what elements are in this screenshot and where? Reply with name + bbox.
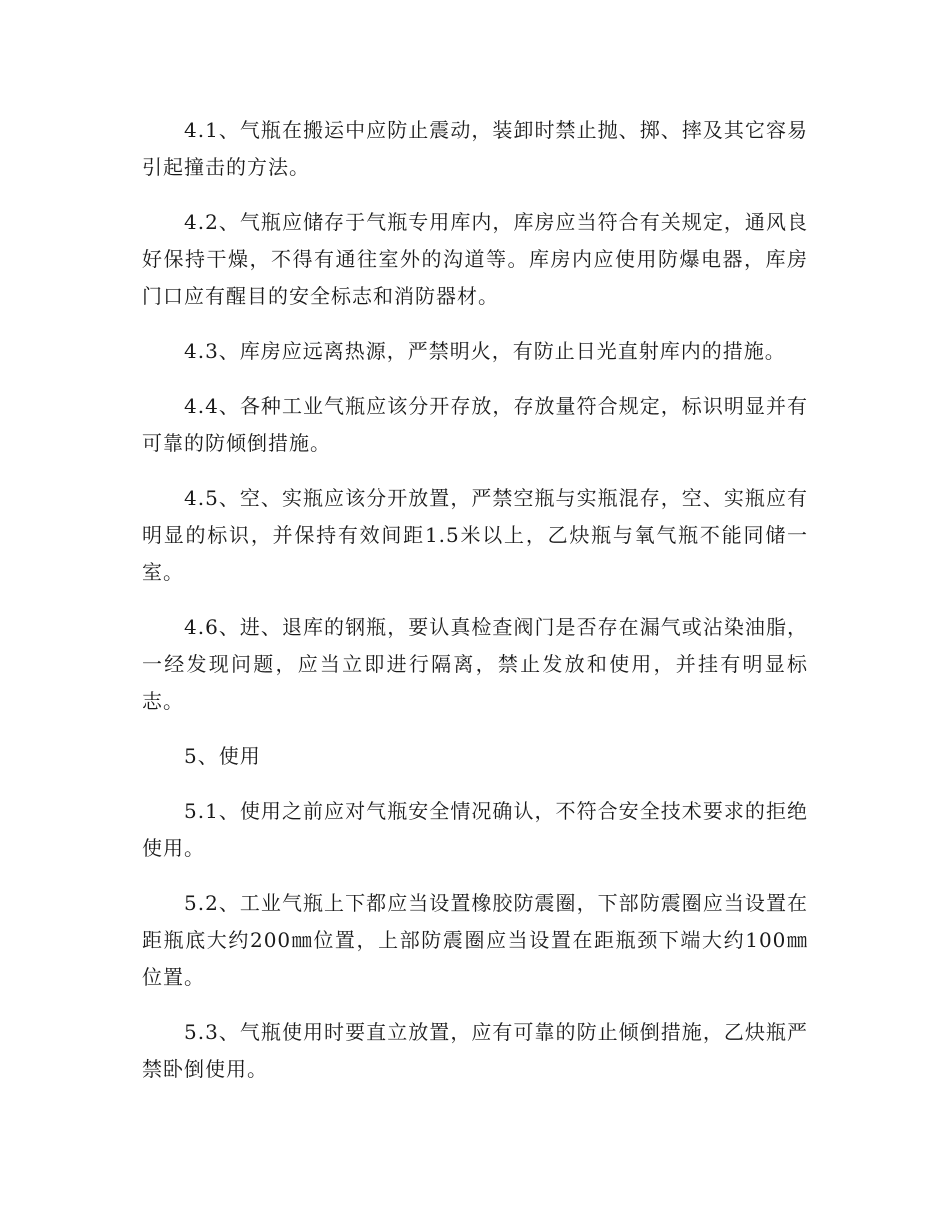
paragraph-5-3: 5.3、气瓶使用时要直立放置，应有可靠的防止倾倒措施，乙炔瓶严禁卧倒使用。 xyxy=(142,1020,808,1081)
section-heading-5: 5、使用 xyxy=(184,744,261,768)
document-body xyxy=(142,112,808,1106)
paragraph-4-3: 4.3、库房应远离热源，严禁明火，有防止日光直射库内的措施。 xyxy=(184,339,786,363)
paragraph-4-1: 4.1、气瓶在搬运中应防止震动，装卸时禁止抛、掷、摔及其它容易引起撞击的方法。 xyxy=(142,118,808,179)
paragraph-4-2: 4.2、气瓶应储存于气瓶专用库内，库房应当符合有关规定，通风良好保持干燥，不得有通往室外的沟道等。库房内应使用防爆电器，库房门口应有醒目的安全标志和消防器材。 xyxy=(142,210,808,308)
paragraph-4-6: 4.6、进、退库的钢瓶，要认真检查阀门是否存在漏气或沾染油脂，一经发现问题，应当立即进行隔离，禁止发放和使用，并挂有明显标志。 xyxy=(142,615,808,713)
paragraph-4-4: 4.4、各种工业气瓶应该分开存放，存放量符合规定，标识明显并有可靠的防倾倒措施。 xyxy=(142,394,808,455)
paragraph-4-5: 4.5、空、实瓶应该分开放置，严禁空瓶与实瓶混存，空、实瓶应有明显的标识，并保持有效间距1.5米以上，乙炔瓶与氧气瓶不能同储一室。 xyxy=(142,486,808,584)
paragraph-5-2: 5.2、工业气瓶上下都应当设置橡胶防震圈，下部防震圈应当设置在距瓶底大约200㎜位置，上部防震圈应当设置在距瓶颈下端大约100㎜位置。 xyxy=(142,891,808,989)
paragraph-5-1: 5.1、使用之前应对气瓶安全情况确认，不符合安全技术要求的拒绝使用。 xyxy=(142,799,808,860)
